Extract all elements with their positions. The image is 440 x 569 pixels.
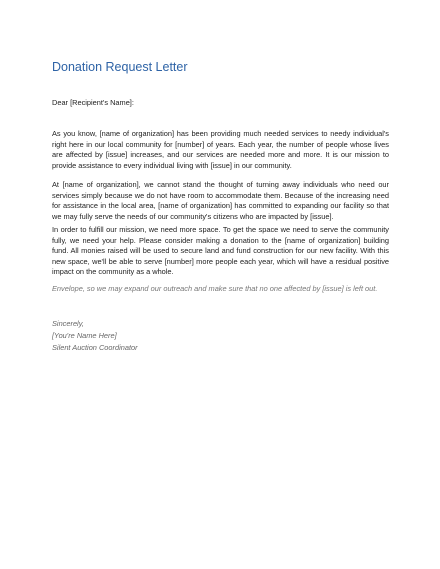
letter-title: Donation Request Letter (52, 60, 188, 74)
letter-paragraph-3: In order to fulfill our mission, we need more space. To get the space we need to serve the community fully, we need your help. Please consider making a donation to the [name of organization] building fund. All monies raised will be used to secure land and fund construction for our new facility. With this new space, we'll be able to serve [number] more people each year, which will have a residual positive impact on the community as a whole. (52, 225, 389, 277)
closing-role: Silent Auction Coordinator (52, 343, 138, 352)
letter-greeting: Dear [Recipient's Name]: (52, 98, 134, 107)
closing-sign-off: Sincerely, (52, 319, 84, 328)
letter-note: Envelope, so we may expand our outreach and make sure that no one affected by [issue] is left out. (52, 284, 378, 293)
letter-paragraph-1: As you know, [name of organization] has been providing much needed services to needy individual's right here in our local community for [number] of years. Each year, the number of people whose lives are affected by [issue] increases, and our services are needed more and more. It is our mission to provide assistance to every individual living with [issue] in our community. (52, 129, 389, 170)
letter-paragraph-2: At [name of organization], we cannot stand the thought of turning away individuals who need our services simply because we do not have room to accommodate them. Because of the increasing need for assistance in the local area, [name of organization] has committed to expanding our facility so that we may fully serve the needs of our community's citizens who are impacted by [issue]. (52, 180, 389, 221)
closing-name: [You're Name Here] (52, 331, 117, 340)
